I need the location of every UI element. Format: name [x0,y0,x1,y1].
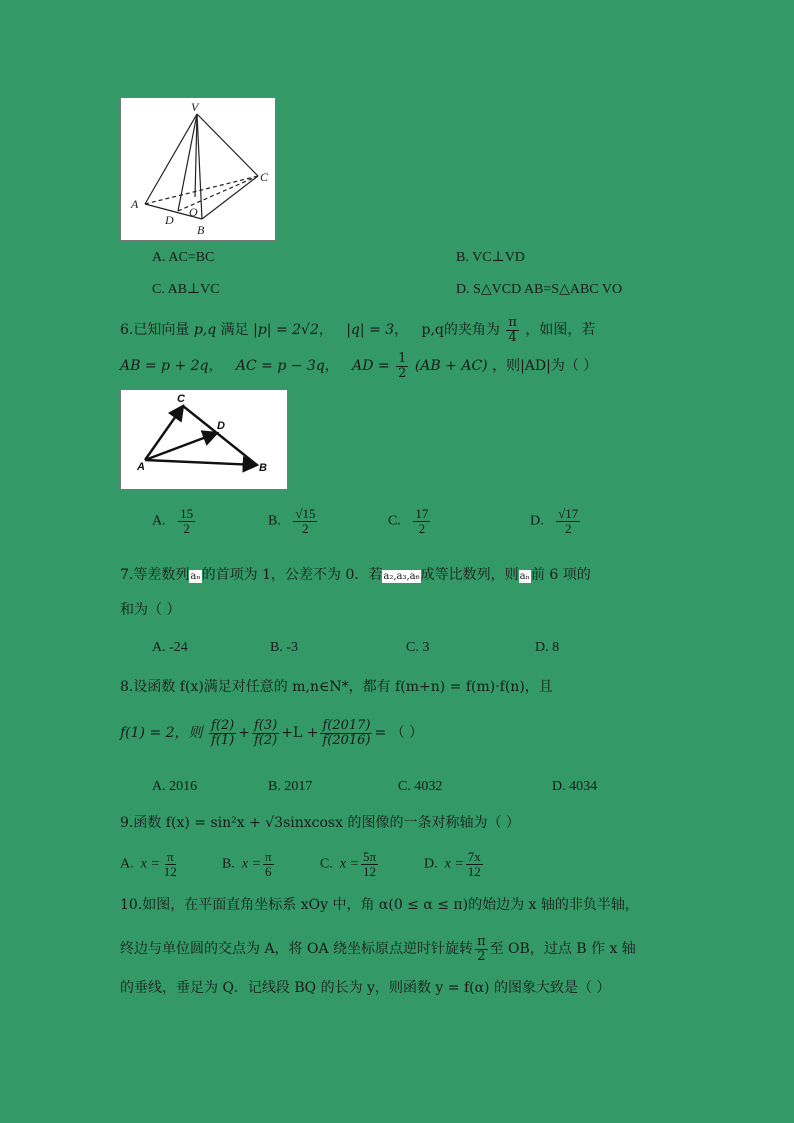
pyramid-figure [120,97,276,241]
q6-line-2: AB = p + 2q， AC = p − 3q， AD = $\frac{1}{2}$ (AB + AC) ，则|AD|为（ ） [120,351,598,381]
q6-angle-frac: $\frac{\pi}{4}$ [508,315,517,345]
label-b: B [197,223,205,237]
q7-option-c: C. 3 [406,640,430,655]
label-a: A [137,461,145,473]
q8-line-1: 8.设函数 f(x)满足对任意的 m,n∈N*，都有 f(m+n) = f(m)·f(n)，且 [120,679,553,695]
q9-option-b: B. x = $\frac{\pi}{6}$ [222,849,272,879]
q9-option-a: A. x = $\frac{\pi}{12}$ [120,849,177,879]
label-d: D [217,420,225,432]
an-sequence: aₙ [190,571,201,582]
q6-option-a: A. $\frac{15}{2}$ [152,506,194,536]
triangle-figure [120,389,288,490]
label-c: C [260,170,269,184]
q6-line1-tail: ，如图，若 [525,322,596,339]
q6-ad: AD = [352,358,390,375]
q5-option-d: D. S△VCD AB=S△ABC VO [456,282,623,297]
q6-vectors: p,q [193,322,217,339]
q5-option-b: B. VC⊥VD [456,250,525,265]
q7-line-1: 7.等差数列aₙ的首项为 1，公差不为 0．若a₂,a₃,a₆成等比数列，则aₙ前 6 项的 [120,567,591,583]
q6-angle-text: p,q的夹角为 [421,322,500,339]
q6-mag-q: |q| = 3 [346,322,395,339]
q8-option-c: C. 4032 [398,779,443,794]
q7-option-a: A. -24 [152,640,188,655]
an-sequence: aₙ [519,571,530,582]
q10-line-3: 的垂线，垂足为 Q．记线段 BQ 的长为 y，则函数 y = f(α) 的图象大致是（ ） [120,980,611,996]
q6-ab: AB = p + 2q [120,358,209,375]
q8-option-d: D. 4034 [552,779,598,794]
q8-line-2: f(1) = 2，则 $\frac{f(2)}{f(1)}$ + $\frac{f(3)}{f(2)}$ +L + $\frac{f(2017)}{f(2016)}$ = （ ） [120,718,424,748]
q6-ad-sum: (AB + AC) [414,358,488,375]
label-b: B [259,462,267,474]
q6-ask: ，则|AD|为（ ） [492,358,598,375]
label-c: C [177,393,185,405]
q6-option-c: C. $\frac{17}{2}$ [388,506,429,536]
q8-option-a: A. 2016 [152,779,198,794]
q9-option-c: C. x = $\frac{5\pi}{12}$ [320,849,377,879]
q7-line-2: 和为（ ） [120,602,181,618]
label-o: O [189,205,198,219]
q6-line-1: 6.已知向量 p,q 满足 |p| = 2√2， |q| = 3， p,q的夹角为 $\frac{\pi}{4}$ ，如图，若 [120,315,596,345]
label-v: V [191,100,199,114]
label-a: A [131,197,139,211]
q5-option-a: A. AC=BC [152,250,215,265]
q9-line-1: 9.函数 f(x) = sin²x + √3sinxcosx 的图像的一条对称轴为（ ） [120,815,520,831]
q7-terms: a₂,a₃,a₆ [383,571,420,582]
q7-option-d: D. 8 [535,640,560,655]
q8-option-b: B. 2017 [268,779,313,794]
q7-option-b: B. -3 [270,640,298,655]
q6-option-b: B. $\frac{√15}{2}$ [268,506,316,536]
q6-ac: AC = p − 3q [235,358,325,375]
q10-line-2: 终边与单位圆的交点为 A，将 OA 绕坐标原点逆时针旋转 $\frac{\pi}{2}$ 至 OB，过点 B 作 x 轴 [120,934,636,964]
q6-intro: 6.已知向量 [120,322,190,339]
q5-option-c: C. AB⊥VC [152,282,220,297]
q10-line-1: 10.如图，在平面直角坐标系 xOy 中，角 α(0 ≤ α ≤ π)的始边为 x 轴的非负半轴， [120,897,639,913]
q9-option-d: D. x = $\frac{7x}{12}$ [424,849,481,879]
q6-ad-frac: $\frac{1}{2}$ [398,351,407,381]
label-d: D [165,213,174,227]
q6-cond: 满足 [220,322,249,339]
q6-mag-p: |p| = 2√2 [253,322,319,339]
q6-option-d: D. $\frac{√17}{2}$ [530,506,579,536]
